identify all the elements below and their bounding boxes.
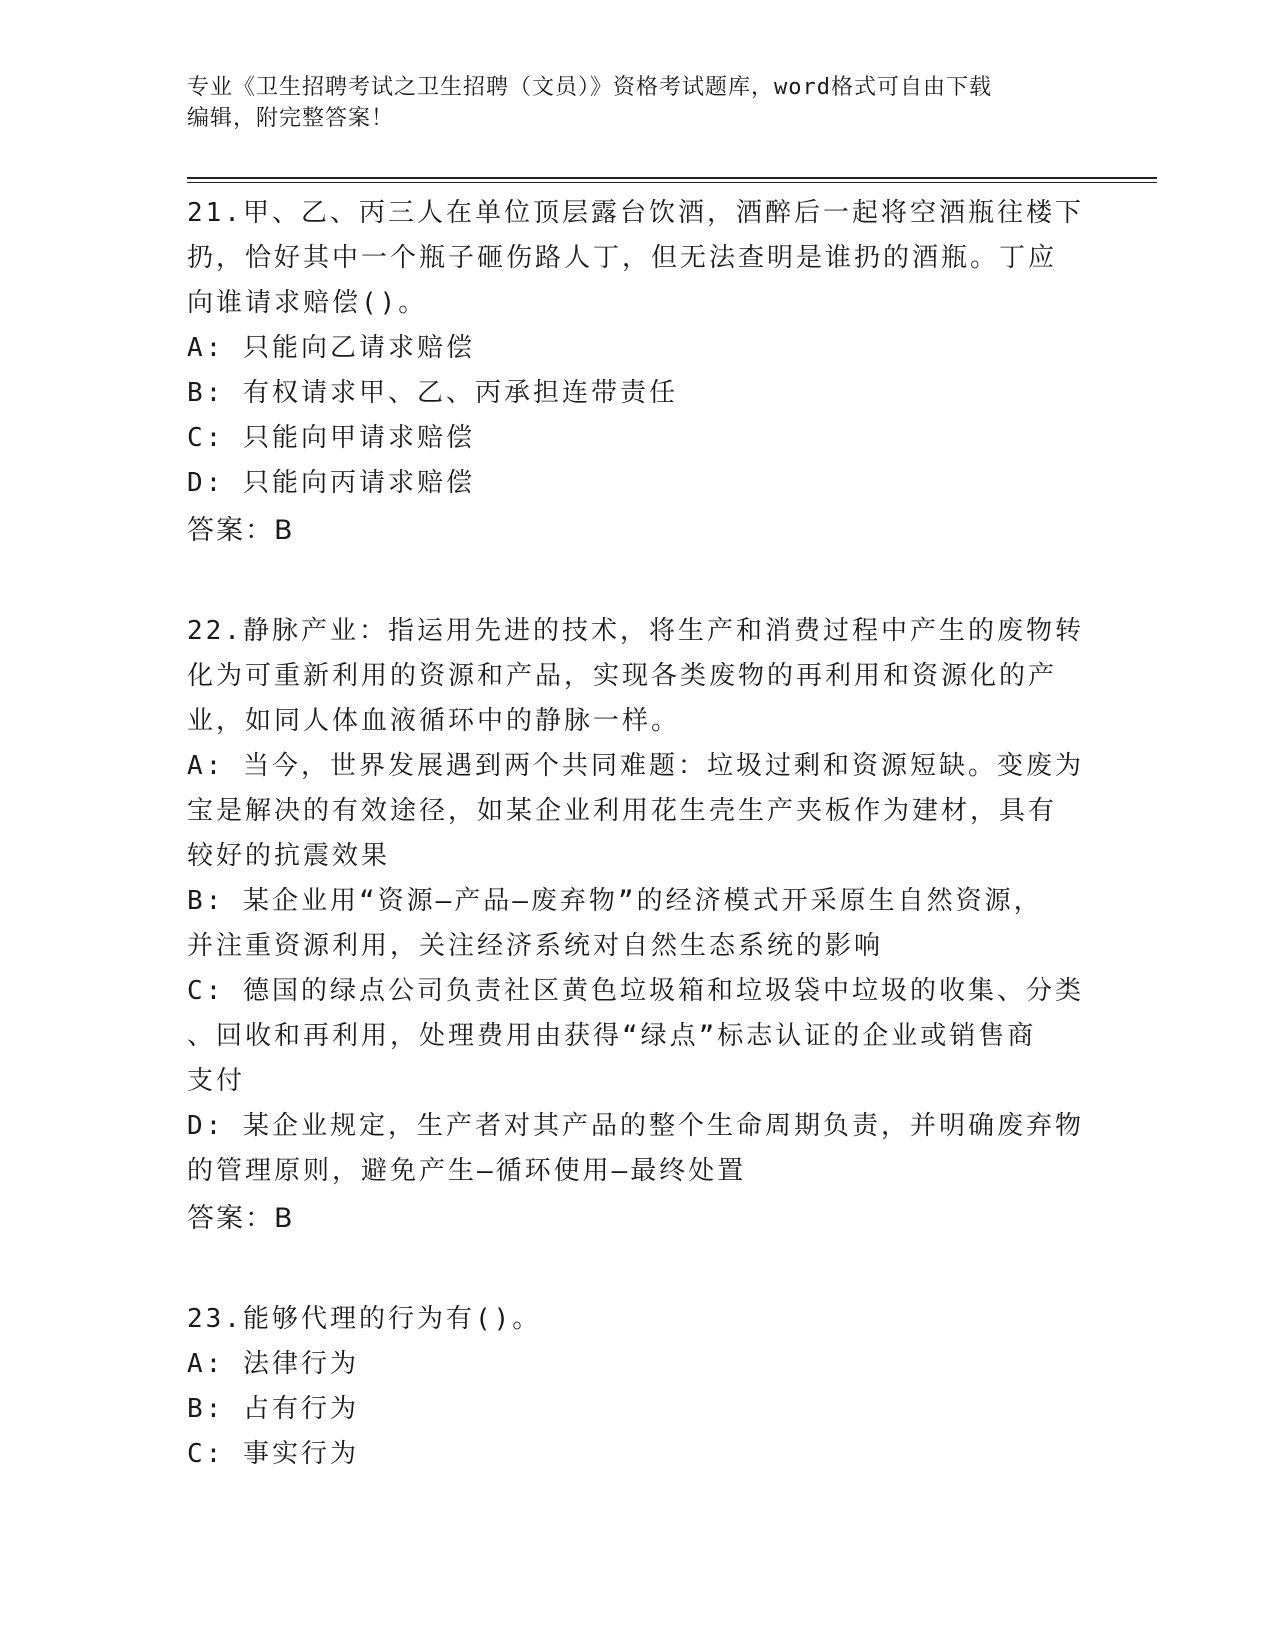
header-divider <box>187 177 1157 183</box>
option-line: 较好的抗震效果 <box>187 841 391 871</box>
question-text-line: 22.静脉产业：指运用先进的技术，将生产和消费过程中产生的废物转 <box>187 616 1084 646</box>
option-a: A: 法律行为 <box>187 1349 359 1379</box>
option-c <box>187 969 1087 1104</box>
document-header <box>187 72 1087 134</box>
option-b: B: 有权请求甲、乙、丙承担连带责任 <box>187 378 678 408</box>
question-22 <box>187 609 1087 1241</box>
answer: 答案：B <box>187 1203 295 1234</box>
answer: 答案：B <box>187 515 295 546</box>
header-line-1: 专业《卫生招聘考试之卫生招聘（文员）》资格考试题库，word格式可自由下载 <box>187 75 992 100</box>
option-line: 支付 <box>187 1066 246 1096</box>
spacer <box>187 1241 1087 1297</box>
option-line: A: 当今，世界发展遇到两个共同难题：垃圾过剩和资源短缺。变废为 <box>187 751 1084 781</box>
option-d: D: 只能向丙请求赔偿 <box>187 468 475 498</box>
question-21 <box>187 191 1087 553</box>
header-line-2: 编辑，附完整答案！ <box>187 106 395 131</box>
option-line: 宝是解决的有效途径，如某企业利用花生壳生产夹板作为建材，具有 <box>187 796 1058 826</box>
option-b: B: 占有行为 <box>187 1394 359 1424</box>
question-text-line: 21.甲、乙、丙三人在单位顶层露台饮酒，酒醉后一起将空酒瓶往楼下 <box>187 198 1084 228</box>
spacer <box>187 553 1087 609</box>
option-b <box>187 879 1087 969</box>
option-a <box>187 744 1087 879</box>
option-line: C: 德国的绿点公司负责社区黄色垃圾箱和垃圾袋中垃圾的收集、分类 <box>187 976 1084 1006</box>
option-c: C: 只能向甲请求赔偿 <box>187 423 475 453</box>
option-line: 的管理原则，避免产生—循环使用—最终处置 <box>187 1156 747 1186</box>
question-text-line: 向谁请求赔偿()。 <box>187 288 428 318</box>
question-text-line: 化为可重新利用的资源和产品，实现各类废物的再利用和资源化的产 <box>187 661 1058 691</box>
option-line: 、回收和再利用，处理费用由获得“绿点”标志认证的企业或销售商 <box>187 1021 1037 1051</box>
question-text-line: 业，如同人体血液循环中的静脉一样。 <box>187 706 681 736</box>
question-list <box>187 191 1087 1477</box>
question-text-line: 扔，恰好其中一个瓶子砸伤路人丁，但无法查明是谁扔的酒瓶。丁应 <box>187 243 1058 273</box>
option-c: C: 事实行为 <box>187 1439 359 1469</box>
option-line: B: 某企业用“资源—产品—废弃物”的经济模式开采原生自然资源， <box>187 886 1043 916</box>
option-line: D: 某企业规定，生产者对其产品的整个生命周期负责，并明确废弃物 <box>187 1111 1084 1141</box>
option-d <box>187 1104 1087 1194</box>
option-a: A: 只能向乙请求赔偿 <box>187 333 475 363</box>
question-text-line: 23.能够代理的行为有()。 <box>187 1304 542 1334</box>
question-23 <box>187 1297 1087 1477</box>
option-line: 并注重资源利用，关注经济系统对自然生态系统的影响 <box>187 931 884 961</box>
